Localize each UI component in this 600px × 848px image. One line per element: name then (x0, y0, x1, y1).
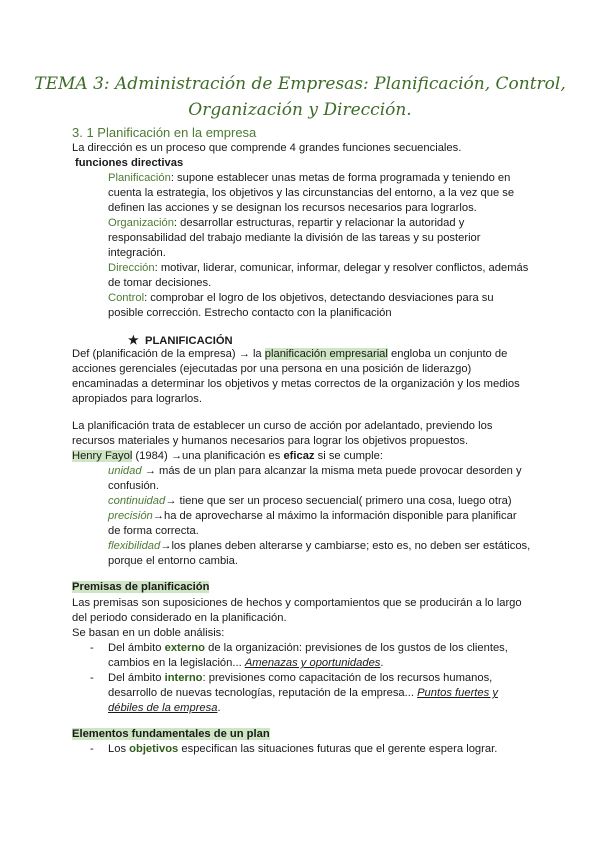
criterio-unidad-l2: confusión. (108, 480, 159, 492)
premisa-interno-l2 (108, 686, 498, 701)
criterio-precision-text: →ha de aprovecharse al máximo la información disponible para planificar (152, 510, 517, 522)
func-control-l2: posible corrección. Estrecho contacto con la planificación (108, 307, 392, 319)
section-heading: 3. 1 Planificación en la empresa (72, 125, 257, 140)
criterio-precision (108, 509, 517, 524)
premisa-externo (108, 641, 508, 656)
fayol-line (72, 449, 383, 464)
obj-pre: Los (108, 743, 130, 755)
func-organizacion-l3: integración. (108, 247, 166, 259)
puntos-fuertes-link: Puntos fuertes y (417, 687, 498, 699)
star-icon: ★ (128, 333, 139, 347)
func-planificacion-l2: cuenta la estrategia, los objetivos y las circunstancias del entorno, a la vez que se (108, 187, 515, 199)
func-organizacion (108, 216, 464, 231)
func-control-text: : comprobar el logro de los objetivos, detectando desviaciones para su (144, 292, 494, 304)
intro-text: La dirección es un proceso que comprende 4 grandes funciones secuenciales. (72, 142, 462, 154)
title-line-2: Organización y Dirección. (188, 100, 412, 120)
title-line-1: TEMA 3: Administración de Empresas: Planificación, Control, (34, 74, 566, 94)
func-control (108, 291, 494, 306)
def-line-1 (72, 347, 507, 362)
fayol-name: Henry Fayol (72, 450, 133, 462)
elementos-objetivos (108, 742, 497, 757)
term-control: Control (108, 292, 145, 304)
term-planificacion: Planificación (108, 172, 171, 184)
amenazas-oportunidades-link: Amenazas y oportunidades (244, 657, 381, 669)
func-planificacion-text: : supone establecer unas metas de forma programada y teniendo en (170, 172, 511, 184)
int-keyword: interno (164, 672, 203, 684)
trata-line-1: La planificación trata de establecer un curso de acción por adelantado, previendo los (72, 420, 493, 432)
ext-l2: cambios en la legislación... (108, 657, 245, 669)
fayol-end: si se cumple: (314, 450, 383, 462)
premisas-line-1: Las premisas son suposiciones de hechos y comportamientos que se producirán a lo largo (72, 597, 522, 609)
bullet-dash: - (90, 642, 94, 654)
fayol-eficaz: eficaz (283, 450, 315, 462)
def-line-4: apropiados para lograrlos. (72, 393, 202, 405)
def-highlight: planificación empresarial (264, 348, 388, 360)
premisas-line-3: Se basan en un doble análisis: (72, 627, 225, 639)
premisa-externo-l2: cambios en la legislación... Amenazas y oportunidades. (108, 657, 384, 669)
obj-keyword: objetivos (129, 743, 179, 755)
premisa-interno-l3: débiles de la empresa. (108, 702, 221, 714)
int-l2: desarrollo de nuevas tecnologías, reputación de la empresa... (108, 687, 418, 699)
func-direccion-text: : motivar, liderar, comunicar, informar, delegar y resolver conflictos, además (154, 262, 529, 274)
term-precision: precisión (108, 510, 153, 522)
term-flexibilidad: flexibilidad (108, 540, 161, 552)
def-suffix: engloba un conjunto de (387, 348, 508, 360)
premisas-heading-text: Premisas de planificación (72, 581, 210, 593)
obj-post: especifican las situaciones futuras que el gerente espera lograr. (178, 743, 498, 755)
funciones-label: funciones directivas (75, 157, 184, 169)
term-organizacion: Organización (108, 217, 174, 229)
term-continuidad: continuidad (108, 495, 166, 507)
planificacion-heading-text: PLANIFICACIÓN (144, 335, 233, 347)
func-planificacion (108, 171, 510, 186)
criterio-unidad-text: → más de un plan para alcanzar la misma meta puede provocar desorden y (141, 465, 522, 477)
int-post: : previsiones como capacitación de los recursos humanos, (202, 672, 493, 684)
int-pre: Del ámbito (108, 672, 165, 684)
bullet-dash: - (90, 672, 94, 684)
criterio-precision-l2: de forma correcta. (108, 525, 199, 537)
criterio-continuidad-text: → tiene que ser un proceso secuencial( primero una cosa, luego otra) (165, 495, 512, 507)
criterio-flexibilidad-text: →los planes deben alterarse y cambiarse; esto es, no deben ser estáticos, (160, 540, 531, 552)
premisas-heading (72, 580, 209, 595)
func-organizacion-text: : desarrollar estructuras, repartir y relacionar la autoridad y (173, 217, 465, 229)
ext-pre: Del ámbito (108, 642, 165, 654)
debiles-link: débiles de la empresa (108, 702, 218, 714)
fayol-mid: (1984) →una planificación es (132, 450, 284, 462)
criterio-unidad (108, 464, 522, 479)
elementos-heading-text: Elementos fundamentales de un plan (72, 728, 270, 740)
elementos-heading (72, 727, 270, 742)
ext-post: de la organización: previsiones de los gustos de los clientes, (205, 642, 508, 654)
bullet-dash: - (90, 743, 94, 755)
func-direccion-l2: de tomar decisiones. (108, 277, 212, 289)
term-unidad: unidad (108, 465, 142, 477)
ext-keyword: externo (164, 642, 206, 654)
def-line-2: acciones gerenciales (ejecutadas por una persona en una posición de liderazgo) (72, 363, 472, 375)
trata-line-2: recursos materiales y humanos necesarios para lograr los objetivos propuestos. (72, 435, 469, 447)
criterio-flexibilidad (108, 539, 530, 554)
func-organizacion-l2: responsabilidad del trabajo mediante la división de las tareas y su posterior (108, 232, 481, 244)
func-planificacion-l3: definen las acciones y se designan los recursos necesarios para lograrlos. (108, 202, 477, 214)
criterio-flexibilidad-l2: porque el entorno cambia. (108, 555, 238, 567)
def-prefix: Def (planificación de la empresa) → la (72, 348, 265, 360)
premisa-interno (108, 671, 492, 686)
criterio-continuidad (108, 494, 512, 509)
func-direccion (108, 261, 528, 276)
premisas-line-2: del periodo considerado en la planificación. (72, 612, 287, 624)
term-direccion: Dirección (108, 262, 155, 274)
def-line-3: encaminadas a determinar los objetivos y metas correctos de la organización y los medios (72, 378, 520, 390)
